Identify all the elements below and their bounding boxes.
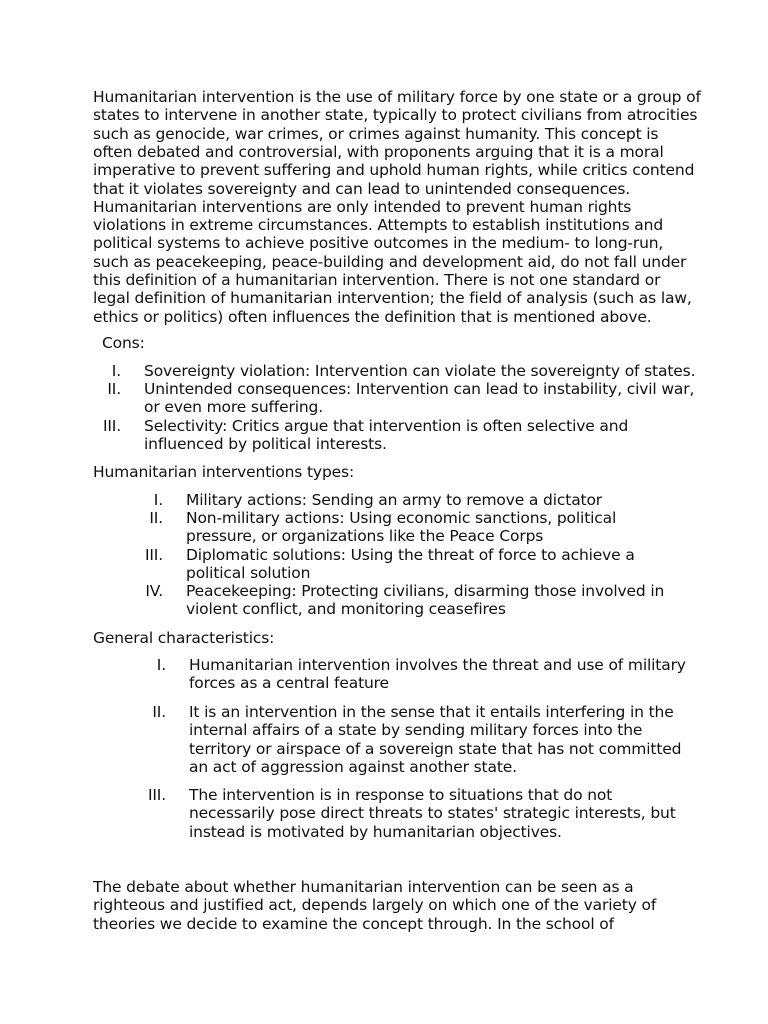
list-numeral: III.	[144, 546, 163, 564]
list-item-text: an act of aggression against another state.	[189, 757, 517, 776]
list-item-text: Non-military actions: Using economic sanctions, political	[186, 509, 617, 527]
intro-line: legal definition of humanitarian intervention; the field of analysis (such as law,	[93, 289, 692, 308]
intro-line: that it violates sovereignty and can lead to unintended consequences.	[93, 179, 631, 198]
list-item-text: Peacekeeping: Protecting civilians, disarming those involved in	[186, 582, 665, 600]
list-item-text: It is an intervention in the sense that it entails interfering in the	[189, 703, 674, 721]
list-item-text: Selectivity: Critics argue that intervention is often selective and	[144, 417, 629, 435]
list-numeral: I.	[111, 362, 121, 380]
list-item-text: Sovereignty violation: Intervention can violate the sovereignty of states.	[144, 362, 696, 380]
list-numeral: II.	[149, 509, 163, 527]
intro-line: Humanitarian intervention is the use of military force by one state or a group of	[93, 88, 701, 106]
intro-line: Humanitarian interventions are only intended to prevent human rights	[93, 197, 632, 216]
list-item-text: Military actions: Sending an army to remove a dictator	[186, 491, 603, 509]
list-item-text: influenced by political interests.	[144, 435, 387, 454]
intro-line: political systems to achieve positive outcomes in the medium- to long-run,	[93, 234, 664, 253]
intro-line: such as genocide, war crimes, or crimes against humanity. This concept is	[93, 124, 659, 143]
list-item-text: political solution	[186, 564, 311, 583]
intro-line: violations in extreme circumstances. Attempts to establish institutions and	[93, 216, 664, 235]
list-item-text: pressure, or organizations like the Peace Corps	[186, 527, 544, 546]
closing-line: The debate about whether humanitarian intervention can be seen as a	[93, 878, 634, 896]
list-item-text: forces as a central feature	[189, 674, 389, 693]
intro-line: states to intervene in another state, typically to protect civilians from atrocities	[93, 106, 698, 125]
intro-line: imperative to prevent suffering and uphold human rights, while critics contend	[93, 161, 695, 180]
list-item-text: violent conflict, and monitoring ceasefires	[186, 600, 506, 619]
list-numeral: IV.	[145, 582, 163, 600]
closing-line: theories we decide to examine the concept through. In the school of	[93, 914, 614, 933]
list-item-text: necessarily pose direct threats to states' strategic interests, but	[189, 804, 676, 823]
cons-heading: Cons:	[102, 334, 145, 352]
list-numeral: I.	[153, 491, 163, 509]
list-numeral: II.	[107, 380, 121, 398]
list-numeral: III.	[147, 786, 166, 804]
list-numeral: I.	[156, 656, 166, 674]
closing-line: righteous and justified act, depends largely on which one of the variety of	[93, 896, 657, 915]
intro-line: ethics or politics) often influences the definition that is mentioned above.	[93, 307, 652, 326]
list-item-text: The intervention is in response to situations that do not	[189, 786, 613, 804]
intro-line: such as peacekeeping, peace-building and development aid, do not fall under	[93, 252, 687, 271]
list-item-text: Humanitarian intervention involves the threat and use of military	[189, 656, 686, 674]
list-numeral: II.	[152, 703, 166, 721]
list-item-text: territory or airspace of a sovereign state that has not committed	[189, 739, 682, 758]
intro-line: often debated and controversial, with proponents arguing that it is a moral	[93, 142, 664, 161]
intro-line: this definition of a humanitarian intervention. There is not one standard or	[93, 271, 661, 289]
list-item-text: internal affairs of a state by sending military forces into the	[189, 721, 643, 740]
types-heading: Humanitarian interventions types:	[93, 463, 355, 481]
characteristics-heading: General characteristics:	[93, 629, 275, 647]
list-item-text: or even more suffering.	[144, 398, 324, 417]
list-item-text: Unintended consequences: Intervention can lead to instability, civil war,	[144, 380, 695, 398]
list-numeral: III.	[102, 417, 121, 435]
list-item-text: Diplomatic solutions: Using the threat of force to achieve a	[186, 546, 635, 564]
list-item-text: instead is motivated by humanitarian objectives.	[189, 822, 562, 841]
